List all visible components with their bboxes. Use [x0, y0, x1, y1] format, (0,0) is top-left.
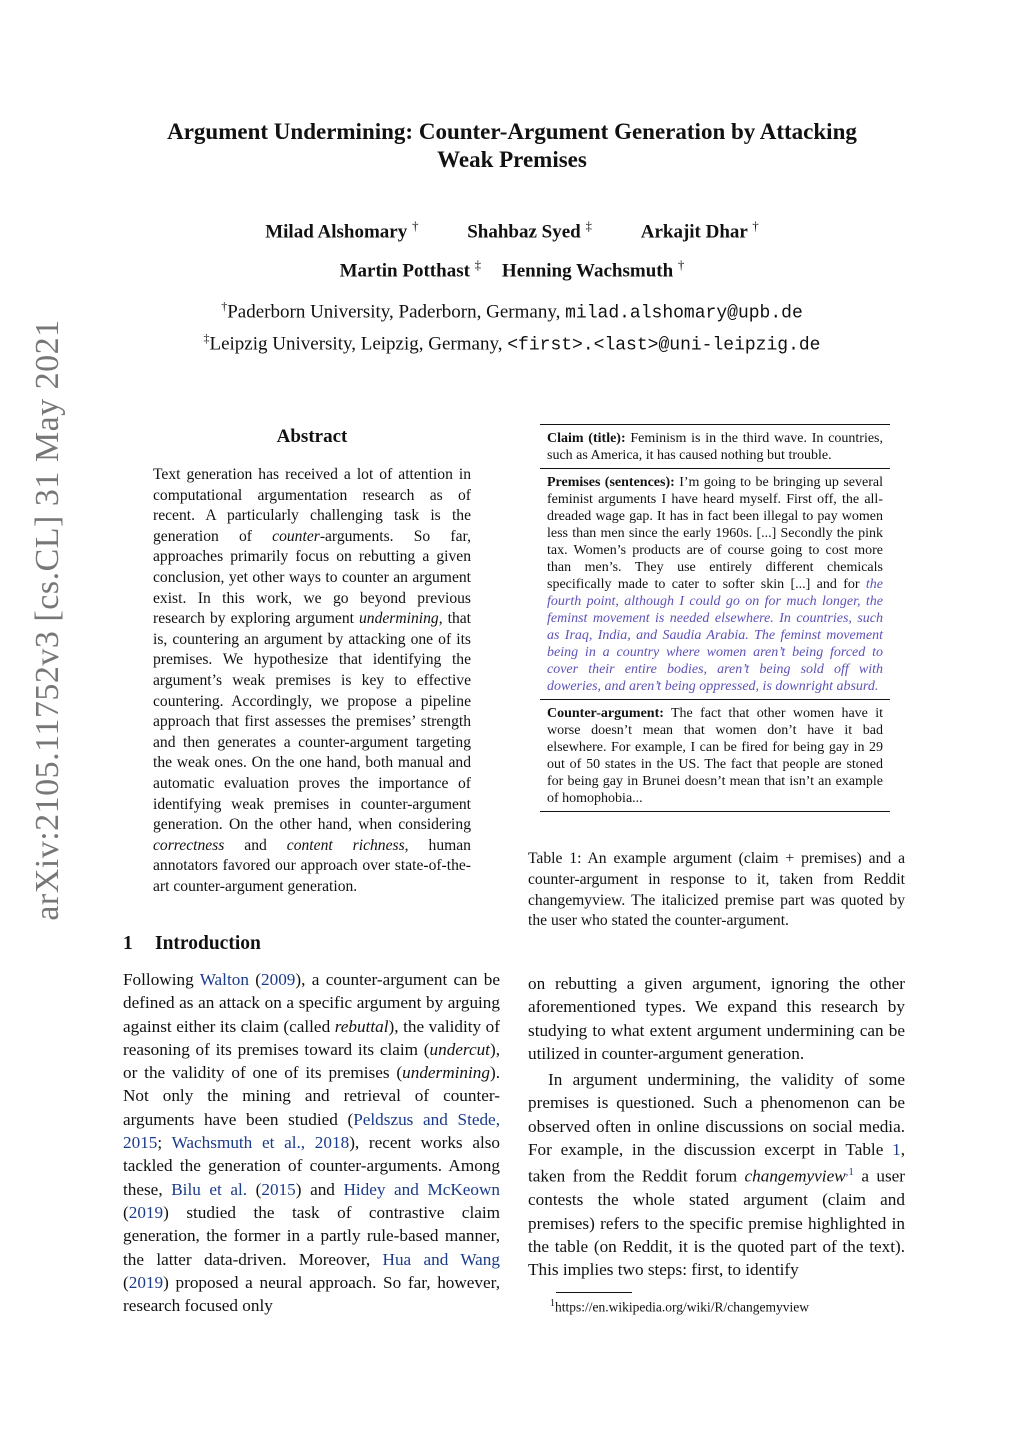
paper-title [120, 118, 904, 174]
footnote-ref[interactable]: ,1 [845, 1166, 854, 1179]
abstract-body: Text generation has received a lot of attention in computational argumentation research as of recent. A particularly challenging task is the generation of counter-arguments. So far, approaches primarily focus on rebutting a given conclusion, yet other ways to counter an argument exist. In this work, we go beyond previous research by exploring argument undermining, that is, countering an argument by attacking one of its premises. We hypothesize that identifying the argument’s weak premises is key to effective countering. Accordingly, we propose a pipeline approach that first assesses the premises’ strength and then generates a counter-argument targeting the weak ones. On the one hand, both manual and automatic evaluation proves the importance of identifying weak premises in counter-argument generation. On the other hand, when considering correctness and content richness, human annotators favored our approach over state-of-the-art counter-argument generation. [153, 466, 471, 895]
table-row-counter-argument: Counter-argument: The fact that other women have it worse doesn’t mean that women don’t have it bad elsewhere. For example, I can be fired for being gay in 29 out of 50 states in the US. The fact that people are stoned for being gay in Brunei doesn’t mean that isn’t an example of homophobia... [547, 706, 883, 806]
citation-link[interactable]: Walton [199, 970, 249, 989]
author: Henning Wachsmuth † [501, 257, 685, 282]
introduction-paragraph: Following Walton (2009), a counter-argument can be defined as an attack on a specific argument by arguing against either its claim (called rebuttal), the validity of reasoning of its premises toward its claim (undercut), or the validity of one of its premises (undermining). Not only the mining and retrieval of counter-arguments have been studied (Peldszus and Stede, 2015; Wachsmuth et al., 2018), recent works also tackled the generation of counter-arguments. Among these, Bilu et al. (2015) and Hidey and McKeown (2019) studied the task of contrastive claim generation, the former in a partly rule-based manner, the latter data-driven. Moreover, Hua and Wang (2019) proposed a neural approach. So far, however, research focused only [123, 970, 501, 1316]
citation-link[interactable]: 2019 [128, 1202, 164, 1222]
footnote-divider [556, 1292, 632, 1293]
email-leipzig[interactable]: <first>.<last>@uni-leipzig.de [507, 335, 821, 356]
abstract-heading: Abstract [276, 426, 348, 447]
author: Shahbaz Syed ‡ [467, 218, 592, 243]
right-paragraph-1: on rebutting a given argument, ignoring the other aforementioned types. We expand this research by studying to what extent argument undermining can be utilized in counter-argument generation. [528, 974, 905, 1063]
title-line-2: Weak Premises [437, 147, 587, 172]
section-heading-introduction: 1 Introduction [123, 933, 261, 954]
footnote: $^1$https://en.wikipedia.org/wiki/R/changemyview [550, 1298, 809, 1315]
affiliation-leipzig: ‡Leipzig University, Leipzig, Germany, <first>.<last>@uni-leipzig.de [203, 331, 821, 356]
citation-link[interactable]: Hua and Wang [382, 1249, 500, 1269]
table-ref-link[interactable]: 1 [892, 1139, 901, 1159]
footnote-url[interactable]: https://en.wikipedia.org/wiki/R/changemyview [555, 1299, 809, 1315]
arxiv-sidebar [8, 170, 88, 1070]
author: Martin Potthast ‡ [339, 257, 482, 282]
title-line-1: Argument Undermining: Counter-Argument Generation by Attacking [167, 119, 857, 144]
quoted-premise: the fourth point, although I could go on for much longer, the feminst movement is needed elsewhere. In countries, such as Iraq, India, and Saudia Arabia. The feminst movement being in a country where women aren’t being forced to cover their entire bodies, aren’t being sold off with doweries, and aren’t being oppressed, is downright absurd. [547, 577, 883, 694]
author: Milad Alshomary † [265, 218, 419, 243]
citation-link[interactable]: Wachsmuth et al., 2018 [171, 1133, 350, 1153]
email-alshomary[interactable]: milad.alshomary@upb.de [565, 303, 803, 324]
affiliation-paderborn: †Paderborn University, Paderborn, Germany, milad.alshomary@upb.de [221, 299, 803, 324]
arxiv-identifier: arXiv:2105.11752v3 [cs.CL] 31 May 2021 [29, 319, 66, 921]
citation-link[interactable]: 2019 [128, 1272, 164, 1292]
table-1 [540, 424, 890, 812]
right-paragraph-2: In argument undermining, the validity of some premises is questioned. Such a phenomenon can be observed often in online discussions on social media. For example, in the discussion excerpt in Table 1, taken from the Reddit forum changemyview$^{,1}$ a user contests the whole stated argument (claim and premises) refers to the specific premise highlighted in the table (on Reddit, it is the quoted part of the text). This implies two steps: first, to identify [528, 1070, 905, 1280]
citation-link[interactable]: Hidey and McKeown [343, 1179, 500, 1199]
affiliations [0, 294, 1024, 359]
author-row-2 [0, 257, 1024, 282]
table-caption: Table 1: An example argument (claim + premises) and a counter-argument in response to it, taken from Reddit changemyview. The italicized premise part was quoted by the user who stated the counter-argument. [528, 850, 905, 930]
citation-link[interactable]: 2009 [261, 970, 296, 989]
author-row-1 [0, 218, 1024, 243]
citation-link[interactable]: 2015 [261, 1179, 296, 1199]
author: Arkajit Dhar † [640, 218, 759, 243]
citation-link[interactable]: Bilu et al. [171, 1179, 248, 1199]
citation-link[interactable]: Peldszus and Stede, 2015 [123, 1109, 500, 1153]
table-row-premises: Premises (sentences): I’m going to be bringing up several feminist arguments I have heard myself. First off, the all-dreaded wage gap. It has in fact been illegal to pay women less than men since the early 1960s. [...] Secondly the pink tax. Women’s products are of course going to cost more than men’s. They use entirely different chemicals specifically made to cater to softer skin [...] and for the fourth point, although I could go on for much longer, the feminst movement is needed elsewhere. In countries, such as Iraq, India, and Saudia Arabia. The feminst movement being in a country where women aren’t being forced to cover their entire bodies, aren’t being sold off with doweries, and aren’t being oppressed, is downright absurd. [547, 475, 883, 694]
table-row-claim: Claim (title): Feminism is in the third wave. In countries, such as America, it has caused nothing but trouble. [547, 431, 884, 463]
